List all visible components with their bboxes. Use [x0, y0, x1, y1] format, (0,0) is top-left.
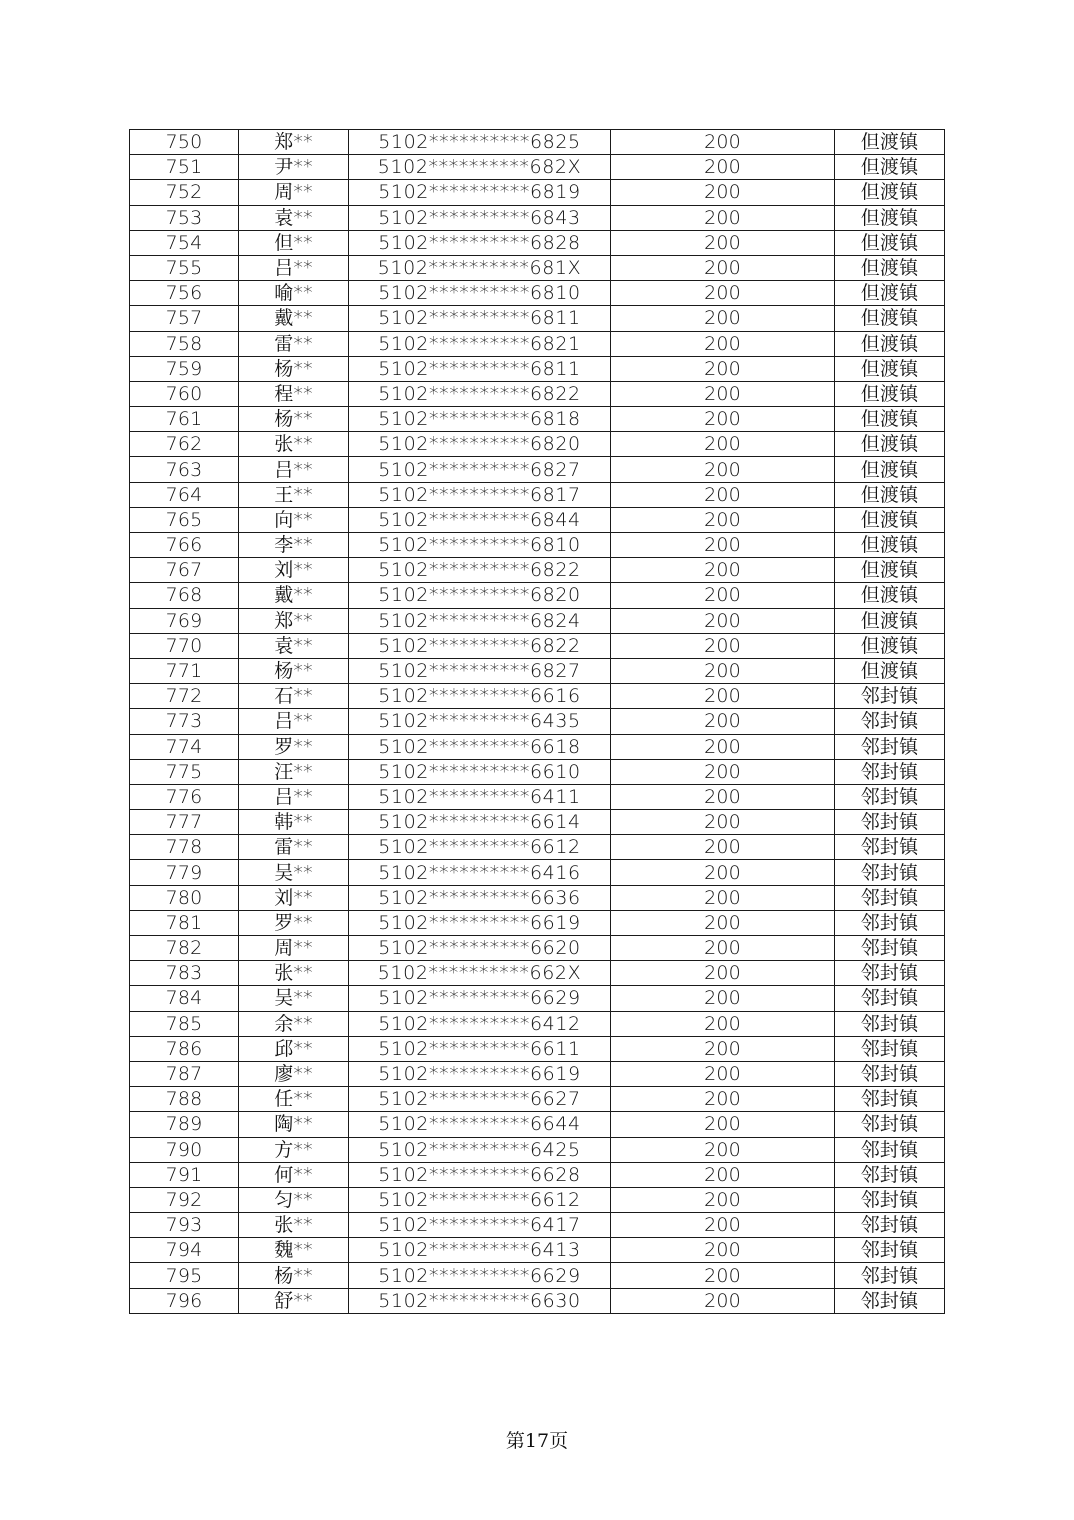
town-cell: 邻封镇	[835, 885, 945, 910]
name-cell: 程**	[239, 381, 349, 406]
town-cell: 但渡镇	[835, 180, 945, 205]
amount-cell: 200	[611, 1011, 835, 1036]
amount-cell: 200	[611, 457, 835, 482]
town-cell: 邻封镇	[835, 810, 945, 835]
row-number-cell: 752	[130, 180, 239, 205]
town-cell: 邻封镇	[835, 1087, 945, 1112]
id-number-cell: 5102**********6819	[349, 180, 611, 205]
id-number-cell: 5102**********6818	[349, 407, 611, 432]
name-cell: 汪**	[239, 759, 349, 784]
name-cell: 向**	[239, 507, 349, 532]
town-cell: 但渡镇	[835, 608, 945, 633]
id-number-cell: 5102**********6612	[349, 835, 611, 860]
row-number-cell: 767	[130, 558, 239, 583]
id-number-cell: 5102**********6811	[349, 356, 611, 381]
table-row	[130, 1061, 945, 1086]
name-cell: 罗**	[239, 734, 349, 759]
amount-cell: 200	[611, 180, 835, 205]
table-row	[130, 381, 945, 406]
table-row	[130, 558, 945, 583]
id-number-cell: 5102**********6810	[349, 281, 611, 306]
amount-cell: 200	[611, 1036, 835, 1061]
town-cell: 邻封镇	[835, 1263, 945, 1288]
town-cell: 但渡镇	[835, 230, 945, 255]
amount-cell: 200	[611, 986, 835, 1011]
row-number-cell: 769	[130, 608, 239, 633]
row-number-cell: 790	[130, 1137, 239, 1162]
id-number-cell: 5102**********6820	[349, 583, 611, 608]
name-cell: 匀**	[239, 1187, 349, 1212]
id-number-cell: 5102**********6824	[349, 608, 611, 633]
table-row	[130, 1087, 945, 1112]
town-cell: 但渡镇	[835, 407, 945, 432]
table-row	[130, 1213, 945, 1238]
row-number-cell: 794	[130, 1238, 239, 1263]
id-number-cell: 5102**********6827	[349, 658, 611, 683]
town-cell: 但渡镇	[835, 583, 945, 608]
row-number-cell: 772	[130, 684, 239, 709]
row-number-cell: 782	[130, 936, 239, 961]
table-row	[130, 432, 945, 457]
row-number-cell: 792	[130, 1187, 239, 1212]
table-row	[130, 658, 945, 683]
name-cell: 方**	[239, 1137, 349, 1162]
roster-table-body	[130, 130, 945, 1314]
table-row	[130, 356, 945, 381]
row-number-cell: 795	[130, 1263, 239, 1288]
id-number-cell: 5102**********6413	[349, 1238, 611, 1263]
row-number-cell: 761	[130, 407, 239, 432]
row-number-cell: 784	[130, 986, 239, 1011]
id-number-cell: 5102**********6822	[349, 633, 611, 658]
amount-cell: 200	[611, 608, 835, 633]
table-row	[130, 860, 945, 885]
amount-cell: 200	[611, 784, 835, 809]
page-number: 第17页	[505, 1430, 569, 1452]
town-cell: 邻封镇	[835, 1011, 945, 1036]
town-cell: 邻封镇	[835, 1061, 945, 1086]
name-cell: 吕**	[239, 255, 349, 280]
table-row	[130, 1011, 945, 1036]
table-row	[130, 759, 945, 784]
table-row	[130, 155, 945, 180]
amount-cell: 200	[611, 860, 835, 885]
row-number-cell: 775	[130, 759, 239, 784]
name-cell: 王**	[239, 482, 349, 507]
table-row	[130, 255, 945, 280]
town-cell: 但渡镇	[835, 432, 945, 457]
table-row	[130, 1112, 945, 1137]
town-cell: 但渡镇	[835, 507, 945, 532]
id-number-cell: 5102**********6825	[349, 130, 611, 155]
town-cell: 邻封镇	[835, 1112, 945, 1137]
id-number-cell: 5102**********682X	[349, 155, 611, 180]
name-cell: 郑**	[239, 608, 349, 633]
table-row	[130, 784, 945, 809]
table-row	[130, 885, 945, 910]
amount-cell: 200	[611, 381, 835, 406]
town-cell: 但渡镇	[835, 205, 945, 230]
name-cell: 尹**	[239, 155, 349, 180]
name-cell: 吕**	[239, 784, 349, 809]
table-row	[130, 810, 945, 835]
row-number-cell: 768	[130, 583, 239, 608]
id-number-cell: 5102**********6821	[349, 331, 611, 356]
name-cell: 邱**	[239, 1036, 349, 1061]
town-cell: 但渡镇	[835, 457, 945, 482]
town-cell: 邻封镇	[835, 759, 945, 784]
row-number-cell: 760	[130, 381, 239, 406]
row-number-cell: 764	[130, 482, 239, 507]
name-cell: 韩**	[239, 810, 349, 835]
id-number-cell: 5102**********6610	[349, 759, 611, 784]
amount-cell: 200	[611, 709, 835, 734]
town-cell: 邻封镇	[835, 1162, 945, 1187]
id-number-cell: 5102**********6614	[349, 810, 611, 835]
name-cell: 戴**	[239, 306, 349, 331]
id-number-cell: 5102**********6616	[349, 684, 611, 709]
amount-cell: 200	[611, 734, 835, 759]
amount-cell: 200	[611, 533, 835, 558]
town-cell: 邻封镇	[835, 936, 945, 961]
row-number-cell: 786	[130, 1036, 239, 1061]
table-row	[130, 1263, 945, 1288]
amount-cell: 200	[611, 407, 835, 432]
amount-cell: 200	[611, 1087, 835, 1112]
amount-cell: 200	[611, 835, 835, 860]
row-number-cell: 765	[130, 507, 239, 532]
id-number-cell: 5102**********6612	[349, 1187, 611, 1212]
name-cell: 吴**	[239, 986, 349, 1011]
name-cell: 喻**	[239, 281, 349, 306]
id-number-cell: 5102**********6811	[349, 306, 611, 331]
row-number-cell: 771	[130, 658, 239, 683]
table-row	[130, 633, 945, 658]
town-cell: 邻封镇	[835, 709, 945, 734]
table-row	[130, 205, 945, 230]
name-cell: 舒**	[239, 1288, 349, 1313]
amount-cell: 200	[611, 1162, 835, 1187]
amount-cell: 200	[611, 205, 835, 230]
name-cell: 杨**	[239, 658, 349, 683]
amount-cell: 200	[611, 507, 835, 532]
name-cell: 张**	[239, 961, 349, 986]
table-row	[130, 608, 945, 633]
id-number-cell: 5102**********6435	[349, 709, 611, 734]
table-row	[130, 281, 945, 306]
table-row	[130, 306, 945, 331]
id-number-cell: 5102**********6411	[349, 784, 611, 809]
name-cell: 袁**	[239, 633, 349, 658]
row-number-cell: 779	[130, 860, 239, 885]
row-number-cell: 774	[130, 734, 239, 759]
row-number-cell: 762	[130, 432, 239, 457]
table-row	[130, 180, 945, 205]
row-number-cell: 763	[130, 457, 239, 482]
id-number-cell: 5102**********681X	[349, 255, 611, 280]
town-cell: 但渡镇	[835, 658, 945, 683]
id-number-cell: 5102**********6629	[349, 986, 611, 1011]
town-cell: 邻封镇	[835, 684, 945, 709]
amount-cell: 200	[611, 130, 835, 155]
id-number-cell: 5102**********6629	[349, 1263, 611, 1288]
id-number-cell: 5102**********6611	[349, 1036, 611, 1061]
table-row	[130, 1288, 945, 1313]
row-number-cell: 753	[130, 205, 239, 230]
name-cell: 任**	[239, 1087, 349, 1112]
town-cell: 邻封镇	[835, 961, 945, 986]
town-cell: 但渡镇	[835, 255, 945, 280]
amount-cell: 200	[611, 810, 835, 835]
id-number-cell: 5102**********662X	[349, 961, 611, 986]
amount-cell: 200	[611, 1187, 835, 1212]
row-number-cell: 778	[130, 835, 239, 860]
amount-cell: 200	[611, 482, 835, 507]
name-cell: 刘**	[239, 558, 349, 583]
amount-cell: 200	[611, 885, 835, 910]
row-number-cell: 783	[130, 961, 239, 986]
amount-cell: 200	[611, 1238, 835, 1263]
name-cell: 吴**	[239, 860, 349, 885]
town-cell: 邻封镇	[835, 1036, 945, 1061]
town-cell: 邻封镇	[835, 1238, 945, 1263]
amount-cell: 200	[611, 331, 835, 356]
table-row	[130, 507, 945, 532]
town-cell: 邻封镇	[835, 1187, 945, 1212]
row-number-cell: 793	[130, 1213, 239, 1238]
table-row	[130, 1162, 945, 1187]
name-cell: 杨**	[239, 356, 349, 381]
amount-cell: 200	[611, 1213, 835, 1238]
name-cell: 雷**	[239, 835, 349, 860]
id-number-cell: 5102**********6417	[349, 1213, 611, 1238]
town-cell: 但渡镇	[835, 155, 945, 180]
amount-cell: 200	[611, 583, 835, 608]
row-number-cell: 766	[130, 533, 239, 558]
town-cell: 但渡镇	[835, 356, 945, 381]
id-number-cell: 5102**********6628	[349, 1162, 611, 1187]
row-number-cell: 750	[130, 130, 239, 155]
amount-cell: 200	[611, 759, 835, 784]
id-number-cell: 5102**********6416	[349, 860, 611, 885]
amount-cell: 200	[611, 558, 835, 583]
town-cell: 邻封镇	[835, 986, 945, 1011]
table-row	[130, 130, 945, 155]
row-number-cell: 757	[130, 306, 239, 331]
town-cell: 邻封镇	[835, 734, 945, 759]
name-cell: 李**	[239, 533, 349, 558]
table-row	[130, 835, 945, 860]
town-cell: 邻封镇	[835, 784, 945, 809]
name-cell: 吕**	[239, 709, 349, 734]
row-number-cell: 787	[130, 1061, 239, 1086]
amount-cell: 200	[611, 306, 835, 331]
name-cell: 周**	[239, 180, 349, 205]
name-cell: 余**	[239, 1011, 349, 1036]
town-cell: 邻封镇	[835, 1213, 945, 1238]
table-row	[130, 709, 945, 734]
name-cell: 袁**	[239, 205, 349, 230]
table-row	[130, 230, 945, 255]
row-number-cell: 776	[130, 784, 239, 809]
name-cell: 张**	[239, 1213, 349, 1238]
table-row	[130, 1187, 945, 1212]
town-cell: 但渡镇	[835, 331, 945, 356]
row-number-cell: 759	[130, 356, 239, 381]
name-cell: 吕**	[239, 457, 349, 482]
amount-cell: 200	[611, 1288, 835, 1313]
town-cell: 但渡镇	[835, 482, 945, 507]
row-number-cell: 773	[130, 709, 239, 734]
amount-cell: 200	[611, 936, 835, 961]
table-row	[130, 910, 945, 935]
id-number-cell: 5102**********6844	[349, 507, 611, 532]
id-number-cell: 5102**********6620	[349, 936, 611, 961]
id-number-cell: 5102**********6630	[349, 1288, 611, 1313]
name-cell: 石**	[239, 684, 349, 709]
town-cell: 但渡镇	[835, 558, 945, 583]
row-number-cell: 754	[130, 230, 239, 255]
town-cell: 邻封镇	[835, 910, 945, 935]
table-row	[130, 684, 945, 709]
row-number-cell: 777	[130, 810, 239, 835]
name-cell: 郑**	[239, 130, 349, 155]
town-cell: 但渡镇	[835, 533, 945, 558]
amount-cell: 200	[611, 658, 835, 683]
amount-cell: 200	[611, 961, 835, 986]
amount-cell: 200	[611, 155, 835, 180]
name-cell: 廖**	[239, 1061, 349, 1086]
row-number-cell: 789	[130, 1112, 239, 1137]
amount-cell: 200	[611, 1263, 835, 1288]
id-number-cell: 5102**********6827	[349, 457, 611, 482]
name-cell: 杨**	[239, 1263, 349, 1288]
row-number-cell: 781	[130, 910, 239, 935]
id-number-cell: 5102**********6618	[349, 734, 611, 759]
amount-cell: 200	[611, 633, 835, 658]
name-cell: 陶**	[239, 1112, 349, 1137]
name-cell: 张**	[239, 432, 349, 457]
amount-cell: 200	[611, 255, 835, 280]
town-cell: 邻封镇	[835, 835, 945, 860]
name-cell: 周**	[239, 936, 349, 961]
amount-cell: 200	[611, 1061, 835, 1086]
town-cell: 邻封镇	[835, 860, 945, 885]
id-number-cell: 5102**********6412	[349, 1011, 611, 1036]
name-cell: 戴**	[239, 583, 349, 608]
id-number-cell: 5102**********6828	[349, 230, 611, 255]
table-row	[130, 407, 945, 432]
table-row	[130, 734, 945, 759]
row-number-cell: 791	[130, 1162, 239, 1187]
name-cell: 雷**	[239, 331, 349, 356]
id-number-cell: 5102**********6820	[349, 432, 611, 457]
name-cell: 何**	[239, 1162, 349, 1187]
row-number-cell: 758	[130, 331, 239, 356]
id-number-cell: 5102**********6627	[349, 1087, 611, 1112]
id-number-cell: 5102**********6636	[349, 885, 611, 910]
row-number-cell: 785	[130, 1011, 239, 1036]
town-cell: 但渡镇	[835, 281, 945, 306]
row-number-cell: 756	[130, 281, 239, 306]
amount-cell: 200	[611, 684, 835, 709]
amount-cell: 200	[611, 230, 835, 255]
row-number-cell: 780	[130, 885, 239, 910]
town-cell: 但渡镇	[835, 130, 945, 155]
table-row	[130, 331, 945, 356]
table-row	[130, 1036, 945, 1061]
id-number-cell: 5102**********6644	[349, 1112, 611, 1137]
amount-cell: 200	[611, 432, 835, 457]
id-number-cell: 5102**********6619	[349, 910, 611, 935]
amount-cell: 200	[611, 1137, 835, 1162]
id-number-cell: 5102**********6822	[349, 558, 611, 583]
row-number-cell: 751	[130, 155, 239, 180]
table-row	[130, 1137, 945, 1162]
name-cell: 但**	[239, 230, 349, 255]
table-row	[130, 936, 945, 961]
id-number-cell: 5102**********6619	[349, 1061, 611, 1086]
row-number-cell: 796	[130, 1288, 239, 1313]
town-cell: 邻封镇	[835, 1288, 945, 1313]
table-row	[130, 457, 945, 482]
table-row	[130, 533, 945, 558]
amount-cell: 200	[611, 356, 835, 381]
town-cell: 但渡镇	[835, 381, 945, 406]
amount-cell: 200	[611, 281, 835, 306]
town-cell: 但渡镇	[835, 306, 945, 331]
town-cell: 邻封镇	[835, 1137, 945, 1162]
amount-cell: 200	[611, 910, 835, 935]
table-row	[130, 986, 945, 1011]
name-cell: 罗**	[239, 910, 349, 935]
name-cell: 刘**	[239, 885, 349, 910]
table-row	[130, 482, 945, 507]
name-cell: 杨**	[239, 407, 349, 432]
id-number-cell: 5102**********6810	[349, 533, 611, 558]
table-row	[130, 961, 945, 986]
id-number-cell: 5102**********6817	[349, 482, 611, 507]
row-number-cell: 770	[130, 633, 239, 658]
roster-table	[129, 129, 945, 1314]
id-number-cell: 5102**********6822	[349, 381, 611, 406]
town-cell: 但渡镇	[835, 633, 945, 658]
amount-cell: 200	[611, 1112, 835, 1137]
id-number-cell: 5102**********6425	[349, 1137, 611, 1162]
row-number-cell: 755	[130, 255, 239, 280]
table-row	[130, 583, 945, 608]
id-number-cell: 5102**********6843	[349, 205, 611, 230]
row-number-cell: 788	[130, 1087, 239, 1112]
name-cell: 魏**	[239, 1238, 349, 1263]
table-row	[130, 1238, 945, 1263]
